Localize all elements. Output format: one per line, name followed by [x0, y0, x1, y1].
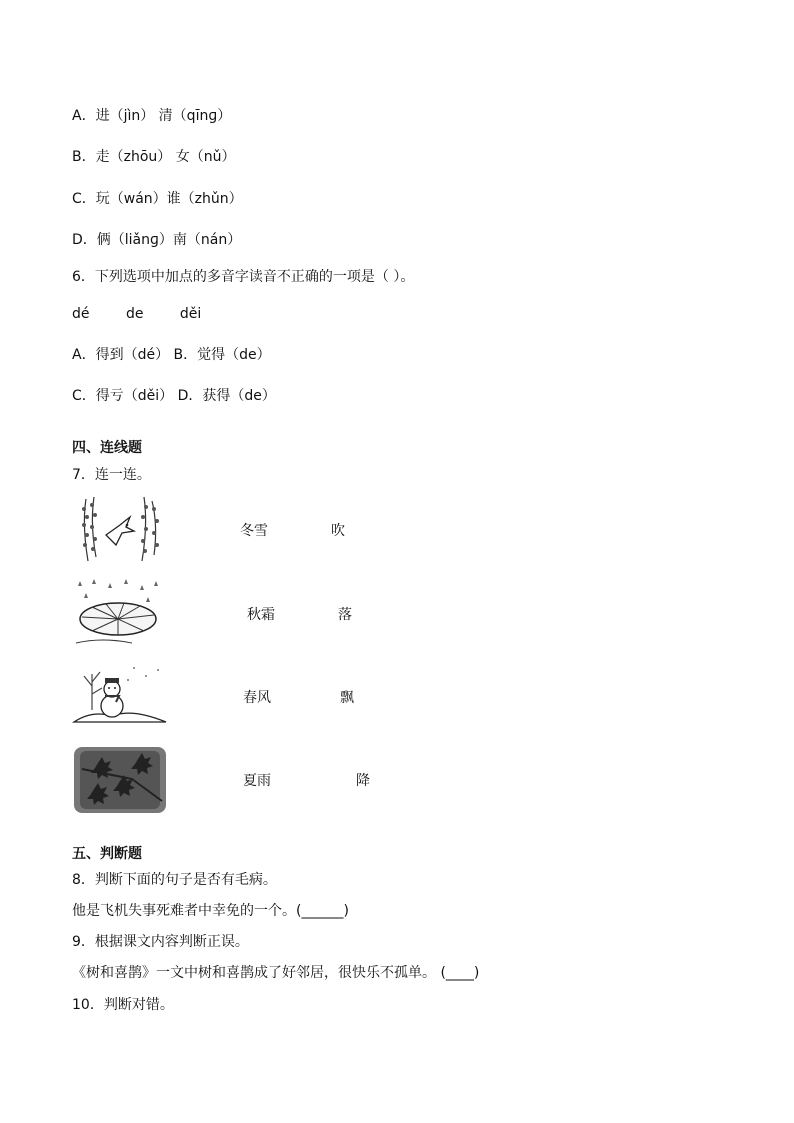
rain-umbrella-icon: [72, 577, 168, 647]
right-word-4: 降: [356, 773, 370, 789]
maple-leaves-icon: [72, 745, 168, 815]
q6-options-row1: A．得到（dé） B．觉得（de）: [72, 347, 271, 363]
swallow-willow-icon: [72, 495, 168, 565]
q6-options-row2: C．得亏（děi） D．获得（de）: [72, 388, 276, 404]
section4-heading: 四、连线题: [72, 440, 142, 456]
q6-pinyin-3: děi: [179, 306, 202, 322]
left-word-2: 秋霜: [247, 607, 275, 623]
left-word-1: 冬雪: [240, 523, 268, 539]
q8-sentence: 他是飞机失事死难者中幸免的一个。(______): [72, 903, 349, 919]
q10-stem: 10．判断对错。: [72, 997, 174, 1013]
q9-stem: 9．根据课文内容判断正误。: [72, 934, 249, 950]
snowman-icon: [72, 660, 168, 730]
left-word-4: 夏雨: [243, 773, 271, 789]
q7-stem: 7．连一连。: [72, 467, 151, 483]
q8-stem: 8．判断下面的句子是否有毛病。: [72, 872, 277, 888]
right-word-1: 吹: [331, 523, 345, 539]
right-word-3: 飘: [340, 690, 354, 706]
q6-pinyin-1: dé: [72, 306, 90, 322]
section5-heading: 五、判断题: [72, 846, 142, 862]
q6-stem: 6．下列选项中加点的多音字读音不正确的一项是（ ）。: [72, 269, 415, 285]
q6-pinyin-2: de: [125, 306, 144, 322]
q6-pinyin-row: [72, 304, 233, 324]
q5-option-d: D．俩（liǎnɡ）南（nán）: [72, 232, 242, 248]
q5-option-c: C．玩（wán）谁（zhǔn）: [72, 191, 243, 207]
q5-option-a: A．进（jìn） 清（qīnɡ）: [72, 108, 232, 124]
right-word-2: 落: [338, 607, 352, 623]
left-word-3: 春风: [243, 690, 271, 706]
q5-option-b: B．走（zhōu） 女（nǔ）: [72, 149, 236, 165]
q9-sentence: 《树和喜鹊》一文中树和喜鹊成了好邻居，很快乐不孤单。 (____): [72, 965, 480, 981]
